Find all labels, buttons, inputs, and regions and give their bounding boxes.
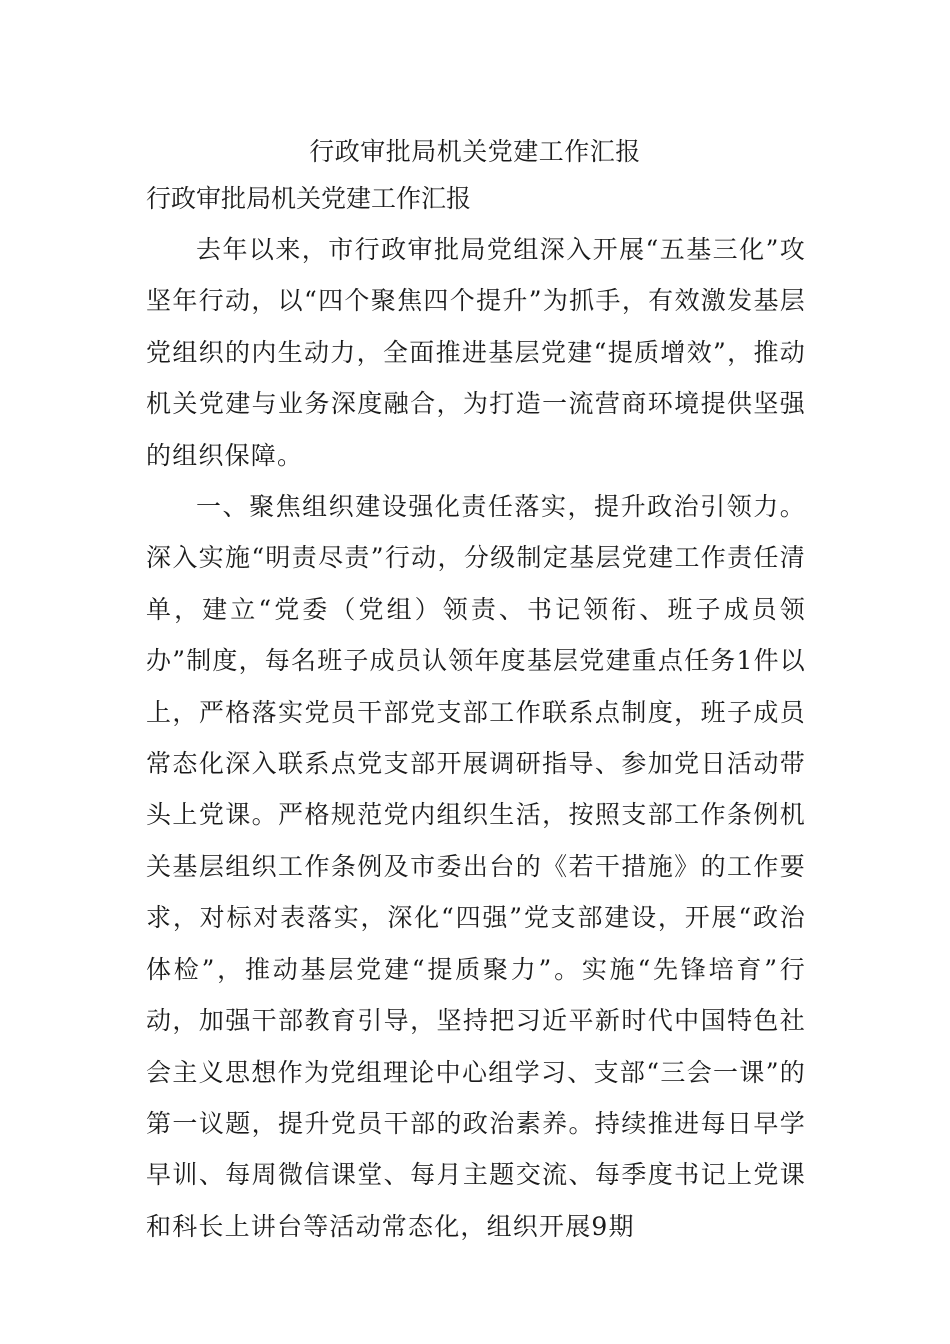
document-body <box>146 224 806 1252</box>
paragraph-intro: 去年以来，市行政审批局党组深入开展“五基三化”攻坚年行动，以“四个聚焦四个提升”为抓手，有效激发基层党组织的内生动力，全面推进基层党建“提质增效”，推动机关党建与业务深度融合，为打造一流营商环境提供坚强的组织保障。 <box>146 235 806 470</box>
document-subtitle: 行政审批局机关党建工作汇报 <box>146 184 472 213</box>
paragraph-section-one: 一、聚焦组织建设强化责任落实，提升政治引领力。深入实施“明责尽责”行动，分级制定基层党建工作责任清单，建立“党委（党组）领责、书记领衔、班子成员领办”制度，每名班子成员认领年度基层党建重点任务1件以上，严格落实党员干部党支部工作联系点制度，班子成员常态化深入联系点党支部开展调研指导、参加党日活动带头上党课。严格规范党内组织生活，按照支部工作条例机关基层组织工作条例及市委出台的《若干措施》的工作要求，对标对表落实，深化“四强”党支部建设，开展“政治体检”，推动基层党建“提质聚力”。实施“先锋培育”行动，加强干部教育引导，坚持把习近平新时代中国特色社会主义思想作为党组理论中心组学习、支部“三会一课”的第一议题，提升党员干部的政治素养。持续推进每日早学早训、每周微信课堂、每月主题交流、每季度书记上党课和科长上讲台等活动常态化，组织开展9期 <box>146 492 806 1241</box>
document-title: 行政审批局机关党建工作汇报 <box>309 137 641 166</box>
